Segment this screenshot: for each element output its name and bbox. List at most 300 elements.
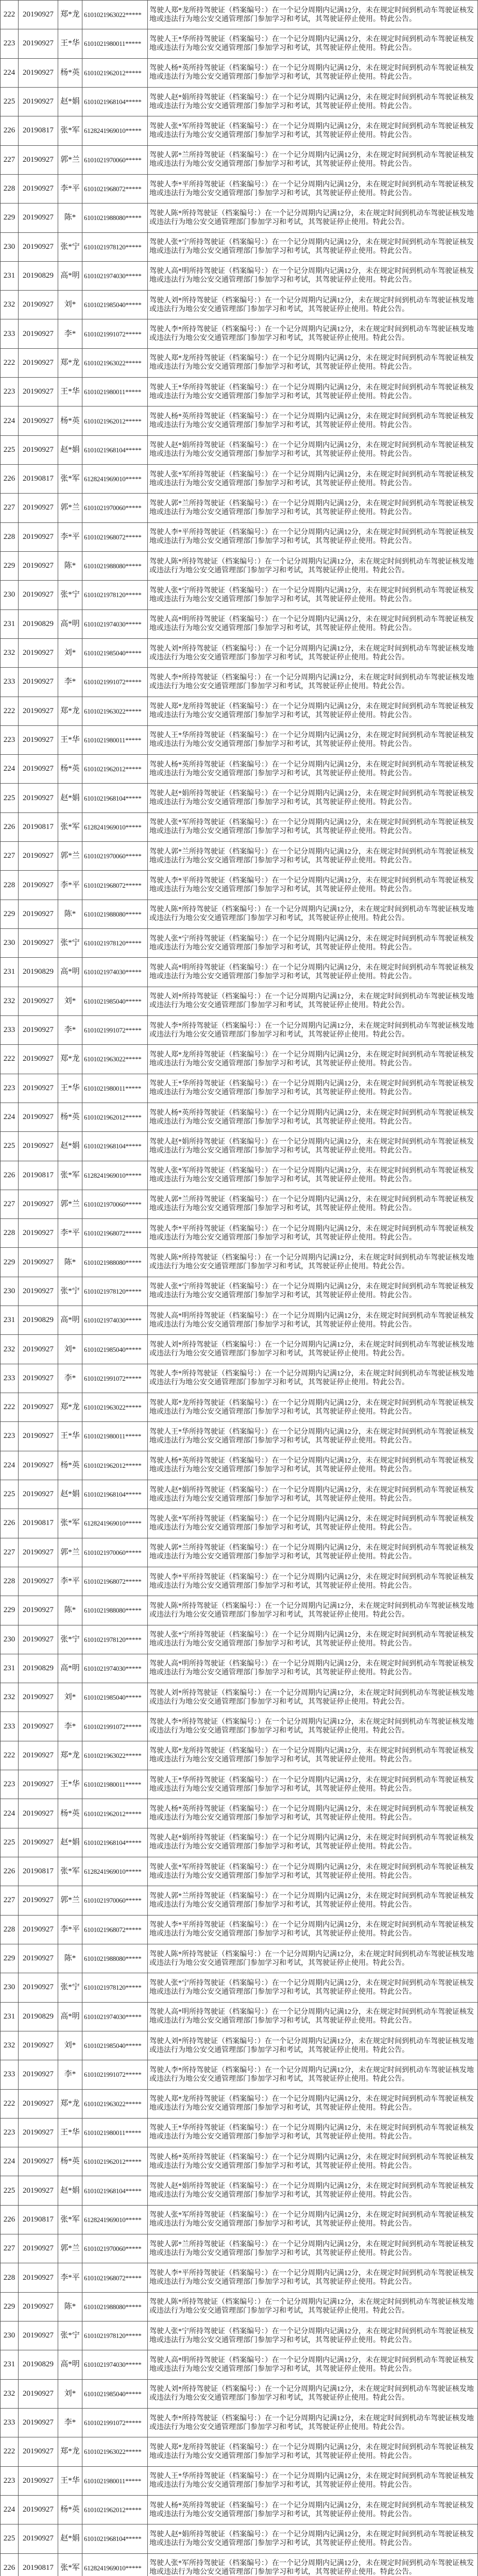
cell-name: 李*平	[58, 174, 82, 203]
cell-date: 20190927	[19, 2060, 58, 2089]
cell-date: 20190829	[19, 2350, 58, 2379]
cell-text: 驾驶人杨*英所持驾驶证（档案编号：）在一个记分周期内记满12分，未在规定时间到机动车驾驶证核发地或违法行为地公安交通管理部门参加学习和考试，其驾驶证停止使用。特此公告。	[148, 1799, 478, 1828]
cell-name: 陈*	[58, 900, 82, 928]
cell-name: 陈*	[58, 1248, 82, 1277]
cell-id: 6101021980011*****	[82, 1422, 148, 1451]
cell-name: 刘*	[58, 2379, 82, 2408]
cell-name: 陈*	[58, 1944, 82, 1973]
cell-id: 6101021978120*****	[82, 2321, 148, 2350]
cell-id: 6101021985040*****	[82, 291, 148, 319]
cell-name: 王*华	[58, 378, 82, 406]
cell-no: 231	[1, 261, 19, 290]
cell-no: 223	[1, 1422, 19, 1451]
cell-text: 驾驶人郑*龙所持驾驶证（档案编号：）在一个记分周期内记满12分，未在规定时间到机动车驾驶证核发地或违法行为地公安交通管理部门参加学习和考试，其驾驶证停止使用。特此公告。	[148, 1741, 478, 1770]
cell-name: 陈*	[58, 204, 82, 232]
cell-name: 郭*兰	[58, 1886, 82, 1915]
cell-no: 232	[1, 2379, 19, 2408]
cell-no: 224	[1, 1103, 19, 1131]
table-row	[1, 2321, 478, 2350]
cell-date: 20190927	[19, 784, 58, 812]
cell-id: 6101021963022*****	[82, 1, 148, 29]
cell-text: 驾驶人李*平所持驾驶证（档案编号：）在一个记分周期内记满12分，未在规定时间到机动车驾驶证核发地或违法行为地公安交通管理部门参加学习和考试，其驾驶证停止使用。特此公告。	[148, 522, 478, 551]
table-row	[1, 1625, 478, 1654]
cell-no: 231	[1, 609, 19, 638]
table-row	[1, 1335, 478, 1364]
cell-no: 224	[1, 406, 19, 435]
cell-text: 驾驶人杨*英所持驾驶证（档案编号：）在一个记分周期内记满12分，未在规定时间到机动车驾驶证核发地或违法行为地公安交通管理部门参加学习和考试，其驾驶证停止使用。特此公告。	[148, 2495, 478, 2524]
cell-name: 赵*娟	[58, 1828, 82, 1857]
cell-id: 6101021974030*****	[82, 1306, 148, 1335]
cell-text: 驾驶人郑*龙所持驾驶证（档案编号：）在一个记分周期内记满12分，未在规定时间到机动车驾驶证核发地或违法行为地公安交通管理部门参加学习和考试，其驾驶证停止使用。特此公告。	[148, 2089, 478, 2118]
cell-id: 6101021991072*****	[82, 1712, 148, 1741]
table-row	[1, 2147, 478, 2176]
cell-text: 驾驶人李*平所持驾驶证（档案编号：）在一个记分周期内记满12分，未在规定时间到机动车驾驶证核发地或违法行为地公安交通管理部门参加学习和考试，其驾驶证停止使用。特此公告。	[148, 174, 478, 203]
cell-no: 229	[1, 1944, 19, 1973]
table-row	[1, 1741, 478, 1770]
cell-id: 6101021980011*****	[82, 2118, 148, 2147]
cell-no: 222	[1, 348, 19, 377]
cell-id: 6128241969010*****	[82, 465, 148, 494]
cell-name: 刘*	[58, 2031, 82, 2060]
cell-no: 225	[1, 2524, 19, 2553]
cell-text: 驾驶人刘*所持驾驶证（档案编号：）在一个记分周期内记满12分，未在规定时间到机动车驾驶证核发地或违法行为地公安交通管理部门参加学习和考试，其驾驶证停止使用。特此公告。	[148, 2031, 478, 2060]
cell-name: 赵*娟	[58, 1480, 82, 1509]
cell-no: 229	[1, 1248, 19, 1277]
table-row	[1, 551, 478, 580]
cell-date: 20190927	[19, 1074, 58, 1103]
cell-text: 驾驶人张*军所持驾驶证（档案编号：）在一个记分周期内记满12分，未在规定时间到机动车驾驶证核发地或违法行为地公安交通管理部门参加学习和考试，其驾驶证停止使用。特此公告。	[148, 1857, 478, 1886]
cell-id: 6101021968072*****	[82, 1219, 148, 1248]
cell-no: 228	[1, 871, 19, 900]
cell-id: 6101021980011*****	[82, 1074, 148, 1103]
cell-text: 驾驶人李*平所持驾驶证（档案编号：）在一个记分周期内记满12分，未在规定时间到机动车驾驶证核发地或违法行为地公安交通管理部门参加学习和考试，其驾驶证停止使用。特此公告。	[148, 1567, 478, 1596]
table-row	[1, 2553, 478, 2576]
cell-text: 驾驶人李*所持驾驶证（档案编号：）在一个记分周期内记满12分，未在规定时间到机动车驾驶证核发地或违法行为地公安交通管理部门参加学习和考试，其驾驶证停止使用。特此公告。	[148, 2408, 478, 2437]
cell-text: 驾驶人张*军所持驾驶证（档案编号：）在一个记分周期内记满12分，未在规定时间到机动车驾驶证核发地或违法行为地公安交通管理部门参加学习和考试，其驾驶证停止使用。特此公告。	[148, 465, 478, 494]
cell-date: 20190817	[19, 1509, 58, 1538]
cell-text: 驾驶人郑*龙所持驾驶证（档案编号：）在一个记分周期内记满12分，未在规定时间到机动车驾驶证核发地或违法行为地公安交通管理部门参加学习和考试，其驾驶证停止使用。特此公告。	[148, 697, 478, 725]
cell-no: 227	[1, 145, 19, 174]
table-row	[1, 435, 478, 464]
cell-date: 20190817	[19, 116, 58, 145]
cell-id: 6101021968104*****	[82, 435, 148, 464]
cell-name: 李*平	[58, 871, 82, 900]
table-row	[1, 2263, 478, 2292]
cell-no: 233	[1, 2060, 19, 2089]
cell-id: 6101021963022*****	[82, 348, 148, 377]
cell-date: 20190927	[19, 1045, 58, 1074]
cell-date: 20190927	[19, 1886, 58, 1915]
cell-name: 高*明	[58, 2002, 82, 2031]
cell-text: 驾驶人王*华所持驾驶证（档案编号：）在一个记分周期内记满12分，未在规定时间到机动车驾驶证核发地或违法行为地公安交通管理部门参加学习和考试，其驾驶证停止使用。特此公告。	[148, 1074, 478, 1103]
cell-text: 驾驶人高*明所持驾驶证（档案编号：）在一个记分周期内记满12分，未在规定时间到机动车驾驶证核发地或违法行为地公安交通管理部门参加学习和考试，其驾驶证停止使用。特此公告。	[148, 1654, 478, 1683]
cell-no: 230	[1, 1277, 19, 1306]
table-row	[1, 2205, 478, 2234]
cell-text: 驾驶人赵*娟所持驾驶证（档案编号：）在一个记分周期内记满12分，未在规定时间到机动车驾驶证核发地或违法行为地公安交通管理部门参加学习和考试，其驾驶证停止使用。特此公告。	[148, 2524, 478, 2553]
cell-no: 229	[1, 1596, 19, 1625]
cell-text: 驾驶人李*所持驾驶证（档案编号：）在一个记分周期内记满12分，未在规定时间到机动车驾驶证核发地或违法行为地公安交通管理部门参加学习和考试，其驾驶证停止使用。特此公告。	[148, 2060, 478, 2089]
cell-date: 20190927	[19, 2379, 58, 2408]
cell-id: 6101021988080*****	[82, 1248, 148, 1277]
cell-no: 231	[1, 1654, 19, 1683]
cell-name: 李*	[58, 668, 82, 697]
table-row	[1, 987, 478, 1015]
table-row	[1, 1393, 478, 1422]
cell-name: 刘*	[58, 638, 82, 667]
cell-name: 杨*英	[58, 406, 82, 435]
table-row	[1, 291, 478, 319]
cell-name: 王*华	[58, 1422, 82, 1451]
cell-name: 杨*英	[58, 2495, 82, 2524]
cell-date: 20190927	[19, 2437, 58, 2466]
table-row	[1, 2002, 478, 2031]
cell-text: 驾驶人高*明所持驾驶证（档案编号：）在一个记分周期内记满12分，未在规定时间到机动车驾驶证核发地或违法行为地公安交通管理部门参加学习和考试，其驾驶证停止使用。特此公告。	[148, 1306, 478, 1335]
cell-date: 20190817	[19, 465, 58, 494]
cell-id: 6101021970060*****	[82, 1886, 148, 1915]
cell-text: 驾驶人李*所持驾驶证（档案编号：）在一个记分周期内记满12分，未在规定时间到机动车驾驶证核发地或违法行为地公安交通管理部门参加学习和考试，其驾驶证停止使用。特此公告。	[148, 1015, 478, 1044]
cell-id: 6101021978120*****	[82, 581, 148, 609]
cell-id: 6101021974030*****	[82, 958, 148, 987]
table-row	[1, 1973, 478, 2002]
cell-name: 郭*兰	[58, 842, 82, 871]
cell-no: 225	[1, 784, 19, 812]
table-row	[1, 2466, 478, 2495]
cell-date: 20190927	[19, 638, 58, 667]
table-body	[1, 1, 478, 2576]
cell-text: 驾驶人刘*所持驾驶证（档案编号：）在一个记分周期内记满12分，未在规定时间到机动车驾驶证核发地或违法行为地公安交通管理部门参加学习和考试，其驾驶证停止使用。特此公告。	[148, 291, 478, 319]
cell-date: 20190927	[19, 1364, 58, 1393]
cell-id: 6101021970060*****	[82, 145, 148, 174]
table-row	[1, 1915, 478, 1944]
cell-name: 杨*英	[58, 1103, 82, 1131]
cell-text: 驾驶人赵*娟所持驾驶证（档案编号：）在一个记分周期内记满12分，未在规定时间到机动车驾驶证核发地或违法行为地公安交通管理部门参加学习和考试，其驾驶证停止使用。特此公告。	[148, 1480, 478, 1509]
cell-date: 20190829	[19, 1306, 58, 1335]
cell-no: 228	[1, 1219, 19, 1248]
cell-name: 赵*娟	[58, 87, 82, 116]
cell-date: 20190927	[19, 1190, 58, 1218]
table-row	[1, 871, 478, 900]
cell-text: 驾驶人陈*所持驾驶证（档案编号：）在一个记分周期内记满12分，未在规定时间到机动车驾驶证核发地或违法行为地公安交通管理部门参加学习和考试，其驾驶证停止使用。特此公告。	[148, 1248, 478, 1277]
cell-date: 20190927	[19, 1103, 58, 1131]
cell-name: 杨*英	[58, 2147, 82, 2176]
cell-text: 驾驶人王*华所持驾驶证（档案编号：）在一个记分周期内记满12分，未在规定时间到机动车驾驶证核发地或违法行为地公安交通管理部门参加学习和考试，其驾驶证停止使用。特此公告。	[148, 29, 478, 58]
cell-name: 李*平	[58, 522, 82, 551]
cell-no: 231	[1, 1306, 19, 1335]
cell-date: 20190927	[19, 2263, 58, 2292]
table-row	[1, 1277, 478, 1306]
cell-name: 陈*	[58, 551, 82, 580]
cell-no: 229	[1, 2292, 19, 2321]
table-row	[1, 2118, 478, 2147]
cell-no: 228	[1, 1915, 19, 1944]
cell-name: 张*宁	[58, 1277, 82, 1306]
cell-name: 王*华	[58, 2466, 82, 2495]
cell-id: 6101021985040*****	[82, 638, 148, 667]
cell-text: 驾驶人陈*所持驾驶证（档案编号：）在一个记分周期内记满12分，未在规定时间到机动车驾驶证核发地或违法行为地公安交通管理部门参加学习和考试，其驾驶证停止使用。特此公告。	[148, 1944, 478, 1973]
cell-id: 6101021985040*****	[82, 2379, 148, 2408]
cell-no: 222	[1, 697, 19, 725]
cell-date: 20190927	[19, 2495, 58, 2524]
table-row	[1, 1712, 478, 1741]
cell-no: 231	[1, 2350, 19, 2379]
cell-text: 驾驶人李*平所持驾驶证（档案编号：）在一个记分周期内记满12分，未在规定时间到机动车驾驶证核发地或违法行为地公安交通管理部门参加学习和考试，其驾驶证停止使用。特此公告。	[148, 2263, 478, 2292]
table-row	[1, 638, 478, 667]
cell-text: 驾驶人郭*兰所持驾驶证（档案编号：）在一个记分周期内记满12分，未在规定时间到机动车驾驶证核发地或违法行为地公安交通管理部门参加学习和考试，其驾驶证停止使用。特此公告。	[148, 494, 478, 522]
cell-text: 驾驶人李*所持驾驶证（档案编号：）在一个记分周期内记满12分，未在规定时间到机动车驾驶证核发地或违法行为地公安交通管理部门参加学习和考试，其驾驶证停止使用。特此公告。	[148, 1712, 478, 1741]
cell-name: 高*明	[58, 609, 82, 638]
cell-no: 225	[1, 1480, 19, 1509]
cell-id: 6128241969010*****	[82, 1509, 148, 1538]
cell-date: 20190927	[19, 2408, 58, 2437]
cell-no: 233	[1, 1712, 19, 1741]
cell-date: 20190927	[19, 842, 58, 871]
cell-id: 6101021968104*****	[82, 1132, 148, 1161]
cell-date: 20190927	[19, 725, 58, 754]
cell-date: 20190927	[19, 2031, 58, 2060]
cell-text: 驾驶人刘*所持驾驶证（档案编号：）在一个记分周期内记满12分，未在规定时间到机动车驾驶证核发地或违法行为地公安交通管理部门参加学习和考试，其驾驶证停止使用。特此公告。	[148, 1335, 478, 1364]
table-row	[1, 1480, 478, 1509]
cell-date: 20190927	[19, 697, 58, 725]
cell-id: 6128241969010*****	[82, 1857, 148, 1886]
cell-date: 20190927	[19, 291, 58, 319]
cell-id: 6101021962012*****	[82, 406, 148, 435]
table-row	[1, 697, 478, 725]
table-row	[1, 1248, 478, 1277]
cell-id: 6101021962012*****	[82, 58, 148, 87]
cell-no: 224	[1, 58, 19, 87]
cell-id: 6101021978120*****	[82, 1277, 148, 1306]
table-row	[1, 2292, 478, 2321]
cell-text: 驾驶人张*军所持驾驶证（档案编号：）在一个记分周期内记满12分，未在规定时间到机动车驾驶证核发地或违法行为地公安交通管理部门参加学习和考试，其驾驶证停止使用。特此公告。	[148, 1509, 478, 1538]
cell-text: 驾驶人陈*所持驾驶证（档案编号：）在一个记分周期内记满12分，未在规定时间到机动车驾驶证核发地或违法行为地公安交通管理部门参加学习和考试，其驾驶证停止使用。特此公告。	[148, 204, 478, 232]
cell-id: 6101021968104*****	[82, 784, 148, 812]
table-row	[1, 232, 478, 261]
cell-date: 20190927	[19, 1, 58, 29]
cell-date: 20190927	[19, 1683, 58, 1712]
table-row	[1, 1683, 478, 1712]
cell-text: 驾驶人郑*龙所持驾驶证（档案编号：）在一个记分周期内记满12分，未在规定时间到机动车驾驶证核发地或违法行为地公安交通管理部门参加学习和考试，其驾驶证停止使用。特此公告。	[148, 1045, 478, 1074]
cell-no: 232	[1, 638, 19, 667]
cell-id: 6101021978120*****	[82, 232, 148, 261]
cell-name: 郑*龙	[58, 697, 82, 725]
cell-id: 6101021962012*****	[82, 1451, 148, 1480]
table-row	[1, 2176, 478, 2205]
cell-no: 231	[1, 958, 19, 987]
cell-name: 郭*兰	[58, 1538, 82, 1567]
cell-no: 223	[1, 378, 19, 406]
cell-id: 6128241969010*****	[82, 2553, 148, 2576]
cell-name: 赵*娟	[58, 2176, 82, 2205]
cell-text: 驾驶人郑*龙所持驾驶证（档案编号：）在一个记分周期内记满12分，未在规定时间到机动车驾驶证核发地或违法行为地公安交通管理部门参加学习和考试，其驾驶证停止使用。特此公告。	[148, 1393, 478, 1422]
cell-id: 6101021985040*****	[82, 1683, 148, 1712]
cell-name: 郑*龙	[58, 1, 82, 29]
cell-id: 6101021968072*****	[82, 1567, 148, 1596]
cell-date: 20190927	[19, 406, 58, 435]
cell-name: 李*	[58, 319, 82, 348]
cell-text: 驾驶人赵*娟所持驾驶证（档案编号：）在一个记分周期内记满12分，未在规定时间到机动车驾驶证核发地或违法行为地公安交通管理部门参加学习和考试，其驾驶证停止使用。特此公告。	[148, 1132, 478, 1161]
cell-text: 驾驶人刘*所持驾驶证（档案编号：）在一个记分周期内记满12分，未在规定时间到机动车驾驶证核发地或违法行为地公安交通管理部门参加学习和考试，其驾驶证停止使用。特此公告。	[148, 987, 478, 1015]
cell-date: 20190927	[19, 1248, 58, 1277]
cell-id: 6101021968072*****	[82, 871, 148, 900]
cell-id: 6101021962012*****	[82, 2147, 148, 2176]
cell-date: 20190927	[19, 1480, 58, 1509]
table-row	[1, 2060, 478, 2089]
cell-date: 20190927	[19, 1944, 58, 1973]
cell-id: 6101021991072*****	[82, 319, 148, 348]
table-row	[1, 145, 478, 174]
cell-no: 232	[1, 291, 19, 319]
table-row	[1, 929, 478, 958]
cell-text: 驾驶人赵*娟所持驾驶证（档案编号：）在一个记分周期内记满12分，未在规定时间到机动车驾驶证核发地或违法行为地公安交通管理部门参加学习和考试，其驾驶证停止使用。特此公告。	[148, 87, 478, 116]
cell-no: 226	[1, 2553, 19, 2576]
cell-id: 6101021991072*****	[82, 2060, 148, 2089]
table-row	[1, 1944, 478, 1973]
cell-text: 驾驶人郑*龙所持驾驶证（档案编号：）在一个记分周期内记满12分，未在规定时间到机动车驾驶证核发地或违法行为地公安交通管理部门参加学习和考试，其驾驶证停止使用。特此公告。	[148, 2437, 478, 2466]
cell-id: 6101021963022*****	[82, 1045, 148, 1074]
cell-name: 杨*英	[58, 755, 82, 784]
cell-name: 张*宁	[58, 1625, 82, 1654]
table-row	[1, 348, 478, 377]
table-row	[1, 1451, 478, 1480]
cell-text: 驾驶人杨*英所持驾驶证（档案编号：）在一个记分周期内记满12分，未在规定时间到机动车驾驶证核发地或违法行为地公安交通管理部门参加学习和考试，其驾驶证停止使用。特此公告。	[148, 1103, 478, 1131]
cell-name: 郑*龙	[58, 2089, 82, 2118]
cell-id: 6101021974030*****	[82, 609, 148, 638]
cell-date: 20190927	[19, 2176, 58, 2205]
cell-name: 张*宁	[58, 581, 82, 609]
cell-text: 驾驶人高*明所持驾驶证（档案编号：）在一个记分周期内记满12分，未在规定时间到机动车驾驶证核发地或违法行为地公安交通管理部门参加学习和考试，其驾驶证停止使用。特此公告。	[148, 609, 478, 638]
cell-no: 231	[1, 2002, 19, 2031]
cell-text: 驾驶人郭*兰所持驾驶证（档案编号：）在一个记分周期内记满12分，未在规定时间到机动车驾驶证核发地或违法行为地公安交通管理部门参加学习和考试，其驾驶证停止使用。特此公告。	[148, 1190, 478, 1218]
table-row	[1, 2524, 478, 2553]
cell-date: 20190927	[19, 1567, 58, 1596]
cell-id: 6101021963022*****	[82, 1741, 148, 1770]
cell-date: 20190927	[19, 2292, 58, 2321]
cell-text: 驾驶人王*华所持驾驶证（档案编号：）在一个记分周期内记满12分，未在规定时间到机动车驾驶证核发地或违法行为地公安交通管理部门参加学习和考试，其驾驶证停止使用。特此公告。	[148, 1422, 478, 1451]
cell-text: 驾驶人张*军所持驾驶证（档案编号：）在一个记分周期内记满12分，未在规定时间到机动车驾驶证核发地或违法行为地公安交通管理部门参加学习和考试，其驾驶证停止使用。特此公告。	[148, 2205, 478, 2234]
cell-text: 驾驶人张*军所持驾驶证（档案编号：）在一个记分周期内记满12分，未在规定时间到机动车驾驶证核发地或违法行为地公安交通管理部门参加学习和考试，其驾驶证停止使用。特此公告。	[148, 2553, 478, 2576]
cell-no: 233	[1, 319, 19, 348]
table-row	[1, 2379, 478, 2408]
table-row	[1, 1190, 478, 1218]
cell-text: 驾驶人李*平所持驾驶证（档案编号：）在一个记分周期内记满12分，未在规定时间到机动车驾驶证核发地或违法行为地公安交通管理部门参加学习和考试，其驾驶证停止使用。特此公告。	[148, 1915, 478, 1944]
cell-name: 刘*	[58, 1335, 82, 1364]
cell-no: 223	[1, 2466, 19, 2495]
cell-text: 驾驶人赵*娟所持驾驶证（档案编号：）在一个记分周期内记满12分，未在规定时间到机动车驾驶证核发地或违法行为地公安交通管理部门参加学习和考试，其驾驶证停止使用。特此公告。	[148, 2176, 478, 2205]
cell-id: 6128241969010*****	[82, 812, 148, 841]
cell-id: 6101021970060*****	[82, 1538, 148, 1567]
cell-text: 驾驶人张*宁所持驾驶证（档案编号：）在一个记分周期内记满12分，未在规定时间到机动车驾驶证核发地或违法行为地公安交通管理部门参加学习和考试，其驾驶证停止使用。特此公告。	[148, 581, 478, 609]
cell-no: 230	[1, 581, 19, 609]
cell-date: 20190927	[19, 1828, 58, 1857]
cell-id: 6101021962012*****	[82, 1103, 148, 1131]
cell-no: 226	[1, 1509, 19, 1538]
cell-no: 222	[1, 1741, 19, 1770]
cell-date: 20190927	[19, 494, 58, 522]
cell-text: 驾驶人赵*娟所持驾驶证（档案编号：）在一个记分周期内记满12分，未在规定时间到机动车驾驶证核发地或违法行为地公安交通管理部门参加学习和考试，其驾驶证停止使用。特此公告。	[148, 1828, 478, 1857]
cell-id: 6101021985040*****	[82, 1335, 148, 1364]
table-row	[1, 522, 478, 551]
cell-id: 6101021968072*****	[82, 522, 148, 551]
cell-date: 20190927	[19, 1625, 58, 1654]
cell-no: 230	[1, 2321, 19, 2350]
cell-name: 李*	[58, 1364, 82, 1393]
cell-text: 驾驶人杨*英所持驾驶证（档案编号：）在一个记分周期内记满12分，未在规定时间到机动车驾驶证核发地或违法行为地公安交通管理部门参加学习和考试，其驾驶证停止使用。特此公告。	[148, 755, 478, 784]
cell-id: 6101021974030*****	[82, 1654, 148, 1683]
table-row	[1, 58, 478, 87]
cell-id: 6101021968072*****	[82, 174, 148, 203]
cell-id: 6101021980011*****	[82, 378, 148, 406]
cell-name: 杨*英	[58, 1799, 82, 1828]
cell-text: 驾驶人赵*娟所持驾驶证（档案编号：）在一个记分周期内记满12分，未在规定时间到机动车驾驶证核发地或违法行为地公安交通管理部门参加学习和考试，其驾驶证停止使用。特此公告。	[148, 784, 478, 812]
cell-date: 20190927	[19, 2524, 58, 2553]
cell-text: 驾驶人郑*龙所持驾驶证（档案编号：）在一个记分周期内记满12分，未在规定时间到机动车驾驶证核发地或违法行为地公安交通管理部门参加学习和考试，其驾驶证停止使用。特此公告。	[148, 348, 478, 377]
cell-no: 225	[1, 1132, 19, 1161]
cell-no: 224	[1, 2147, 19, 2176]
cell-no: 226	[1, 812, 19, 841]
cell-no: 230	[1, 929, 19, 958]
cell-date: 20190817	[19, 812, 58, 841]
cell-name: 高*明	[58, 1306, 82, 1335]
table-row	[1, 204, 478, 232]
cell-no: 233	[1, 2408, 19, 2437]
cell-no: 232	[1, 1335, 19, 1364]
cell-name: 张*宁	[58, 2321, 82, 2350]
table-row	[1, 1045, 478, 1074]
cell-text: 驾驶人王*华所持驾驶证（档案编号：）在一个记分周期内记满12分，未在规定时间到机动车驾驶证核发地或违法行为地公安交通管理部门参加学习和考试，其驾驶证停止使用。特此公告。	[148, 2118, 478, 2147]
cell-id: 6101021980011*****	[82, 725, 148, 754]
cell-id: 6101021963022*****	[82, 2089, 148, 2118]
table-row	[1, 1509, 478, 1538]
table-row	[1, 812, 478, 841]
table-row	[1, 1799, 478, 1828]
cell-text: 驾驶人郭*兰所持驾驶证（档案编号：）在一个记分周期内记满12分，未在规定时间到机动车驾驶证核发地或违法行为地公安交通管理部门参加学习和考试，其驾驶证停止使用。特此公告。	[148, 1886, 478, 1915]
cell-date: 20190927	[19, 581, 58, 609]
cell-name: 郑*龙	[58, 348, 82, 377]
cell-id: 6101021968072*****	[82, 1915, 148, 1944]
cell-id: 6101021968072*****	[82, 2263, 148, 2292]
cell-date: 20190927	[19, 435, 58, 464]
cell-id: 6101021980011*****	[82, 1770, 148, 1799]
cell-no: 228	[1, 174, 19, 203]
cell-date: 20190927	[19, 1770, 58, 1799]
cell-text: 驾驶人陈*所持驾驶证（档案编号：）在一个记分周期内记满12分，未在规定时间到机动车驾驶证核发地或违法行为地公安交通管理部门参加学习和考试，其驾驶证停止使用。特此公告。	[148, 900, 478, 928]
cell-text: 驾驶人张*宁所持驾驶证（档案编号：）在一个记分周期内记满12分，未在规定时间到机动车驾驶证核发地或违法行为地公安交通管理部门参加学习和考试，其驾驶证停止使用。特此公告。	[148, 2321, 478, 2350]
cell-date: 20190927	[19, 348, 58, 377]
cell-id: 6101021985040*****	[82, 2031, 148, 2060]
table-row	[1, 609, 478, 638]
cell-no: 222	[1, 1, 19, 29]
cell-date: 20190927	[19, 987, 58, 1015]
cell-name: 王*华	[58, 1074, 82, 1103]
cell-name: 张*宁	[58, 929, 82, 958]
cell-no: 229	[1, 551, 19, 580]
cell-id: 6101021988080*****	[82, 2292, 148, 2321]
cell-id: 6101021988080*****	[82, 204, 148, 232]
cell-text: 驾驶人王*华所持驾驶证（档案编号：）在一个记分周期内记满12分，未在规定时间到机动车驾驶证核发地或违法行为地公安交通管理部门参加学习和考试，其驾驶证停止使用。特此公告。	[148, 378, 478, 406]
cell-name: 高*明	[58, 261, 82, 290]
cell-name: 王*华	[58, 725, 82, 754]
cell-name: 郑*龙	[58, 1045, 82, 1074]
cell-no: 226	[1, 1857, 19, 1886]
cell-text: 驾驶人高*明所持驾驶证（档案编号：）在一个记分周期内记满12分，未在规定时间到机动车驾驶证核发地或违法行为地公安交通管理部门参加学习和考试，其驾驶证停止使用。特此公告。	[148, 958, 478, 987]
table-row	[1, 1567, 478, 1596]
table-row	[1, 725, 478, 754]
cell-date: 20190817	[19, 1857, 58, 1886]
cell-text: 驾驶人陈*所持驾驶证（档案编号：）在一个记分周期内记满12分，未在规定时间到机动车驾驶证核发地或违法行为地公安交通管理部门参加学习和考试，其驾驶证停止使用。特此公告。	[148, 551, 478, 580]
cell-no: 227	[1, 2234, 19, 2263]
cell-text: 驾驶人李*平所持驾驶证（档案编号：）在一个记分周期内记满12分，未在规定时间到机动车驾驶证核发地或违法行为地公安交通管理部门参加学习和考试，其驾驶证停止使用。特此公告。	[148, 1219, 478, 1248]
cell-no: 227	[1, 842, 19, 871]
